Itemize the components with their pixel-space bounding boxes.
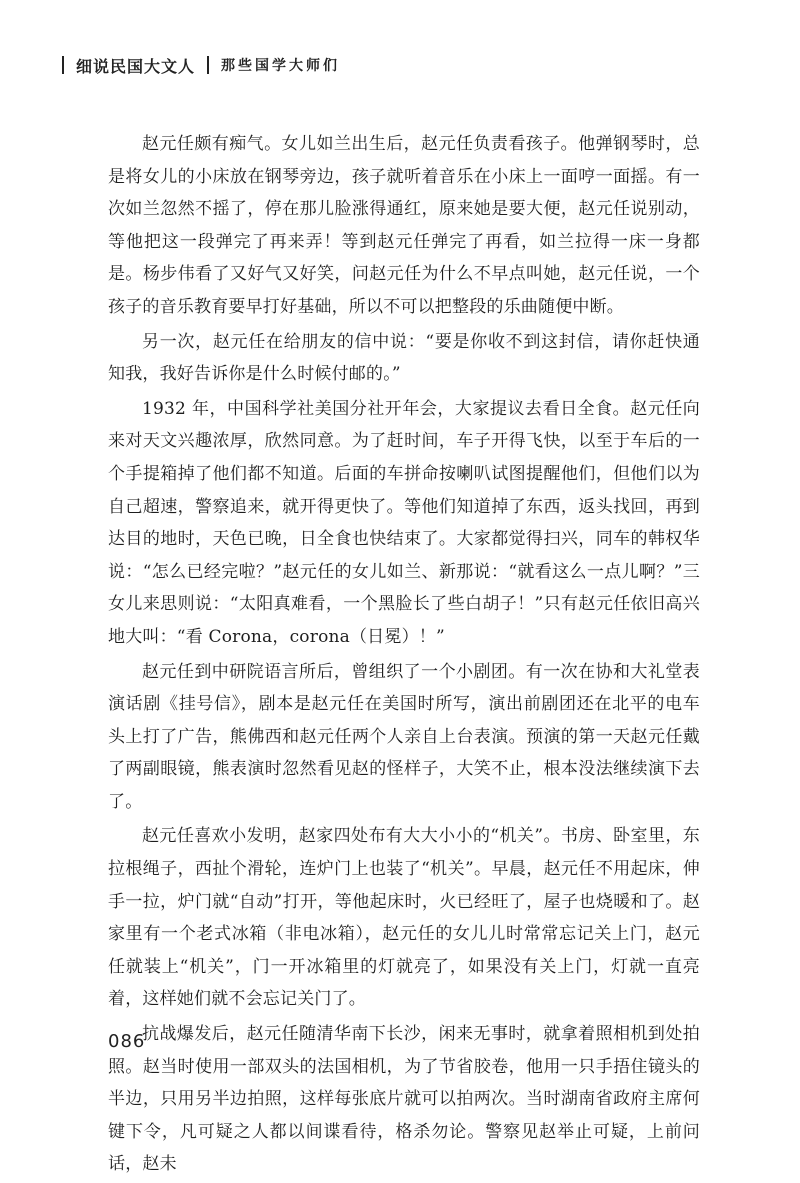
page-body: [108, 128, 700, 1183]
running-header: [62, 52, 340, 78]
series-title: 那些国学大师们: [221, 58, 341, 74]
paragraph: 赵元任喜欢小发明，赵家四处布有大大小小的“机关”。书房、卧室里，东拉根绳子，西扯个滑轮，连炉门上也装了“机关”。早晨，赵元任不用起床，伸手一拉，炉门就“自动”打开，等他起床时，火已经旺了，屋子也烧暖和了。赵家里有一个老式冰箱（非电冰箱），赵元任的女儿儿时常常忘记关上门，赵元任就装上“机关”，门一开冰箱里的灯就亮了，如果没有关上门，灯就一直亮着，这样她们就不会忘记关门了。: [108, 826, 700, 1010]
page-number: 086: [108, 1031, 146, 1052]
paragraph: 抗战爆发后，赵元任随清华南下长沙，闲来无事时，就拿着照相机到处拍照。赵当时使用一部双头的法国相机，为了节省胶卷，他用一只手捂住镜头的半边，只用另半边拍照，这样每张底片就可以拍两次。当时湖南省政府主席何键下令，凡可疑之人都以间谍看待，格杀勿论。警察见赵举止可疑，上前问话，赵未: [108, 1024, 700, 1175]
header-divider: [62, 56, 64, 74]
header-divider: [207, 56, 209, 74]
paragraph: 另一次，赵元任在给朋友的信中说：“要是你收不到这封信，请你赶快通知我，我好告诉你是什么时候付邮的。”: [108, 331, 700, 385]
paragraph: 1932 年，中国科学社美国分社开年会，大家提议去看日全食。赵元任向来对天文兴趣浓厚，欣然同意。为了赶时间，车子开得飞快，以至于车后的一个手提箱掉了他们都不知道。后面的车拼命按喇叭试图提醒他们，但他们以为自己超速，警察追来，就开得更快了。等他们知道掉了东西，返头找回，再到达目的地时，天色已晚，日全食也快结束了。大家都觉得扫兴，同车的韩权华说：“怎么已经完啦？”赵元任的女儿如兰、新那说：“就看这么一点儿啊？”三女儿来思则说：“太阳真难看，一个黑脸长了些白胡子！”只有赵元任依旧高兴地大叫：“看 Corona，corona（日冕）！”: [108, 398, 700, 647]
book-title: 细说民国大文人: [76, 56, 196, 76]
paragraph: 赵元任到中研院语言所后，曾组织了一个小剧团。有一次在协和大礼堂表演话剧《挂号信》，剧本是赵元任在美国时所写，演出前剧团还在北平的电车头上打了广告，熊佛西和赵元任两个人亲自上台表演。预演的第一天赵元任戴了两副眼镜，熊表演时忽然看见赵的怪样子，大笑不止，根本没法继续演下去了。: [108, 661, 700, 812]
paragraph: 赵元任颇有痴气。女儿如兰出生后，赵元任负责看孩子。他弹钢琴时，总是将女儿的小床放在钢琴旁边，孩子就听着音乐在小床上一面哼一面摇。有一次如兰忽然不摇了，停在那儿脸涨得通红，原来她是要大便，赵元任说别动，等他把这一段弹完了再来弄！等到赵元任弹完了再看，如兰拉得一床一身都是。杨步伟看了又好气又好笑，问赵元任为什么不早点叫她，赵元任说，一个孩子的音乐教育要早打好基础，所以不可以把整段的乐曲随便中断。: [108, 134, 700, 317]
